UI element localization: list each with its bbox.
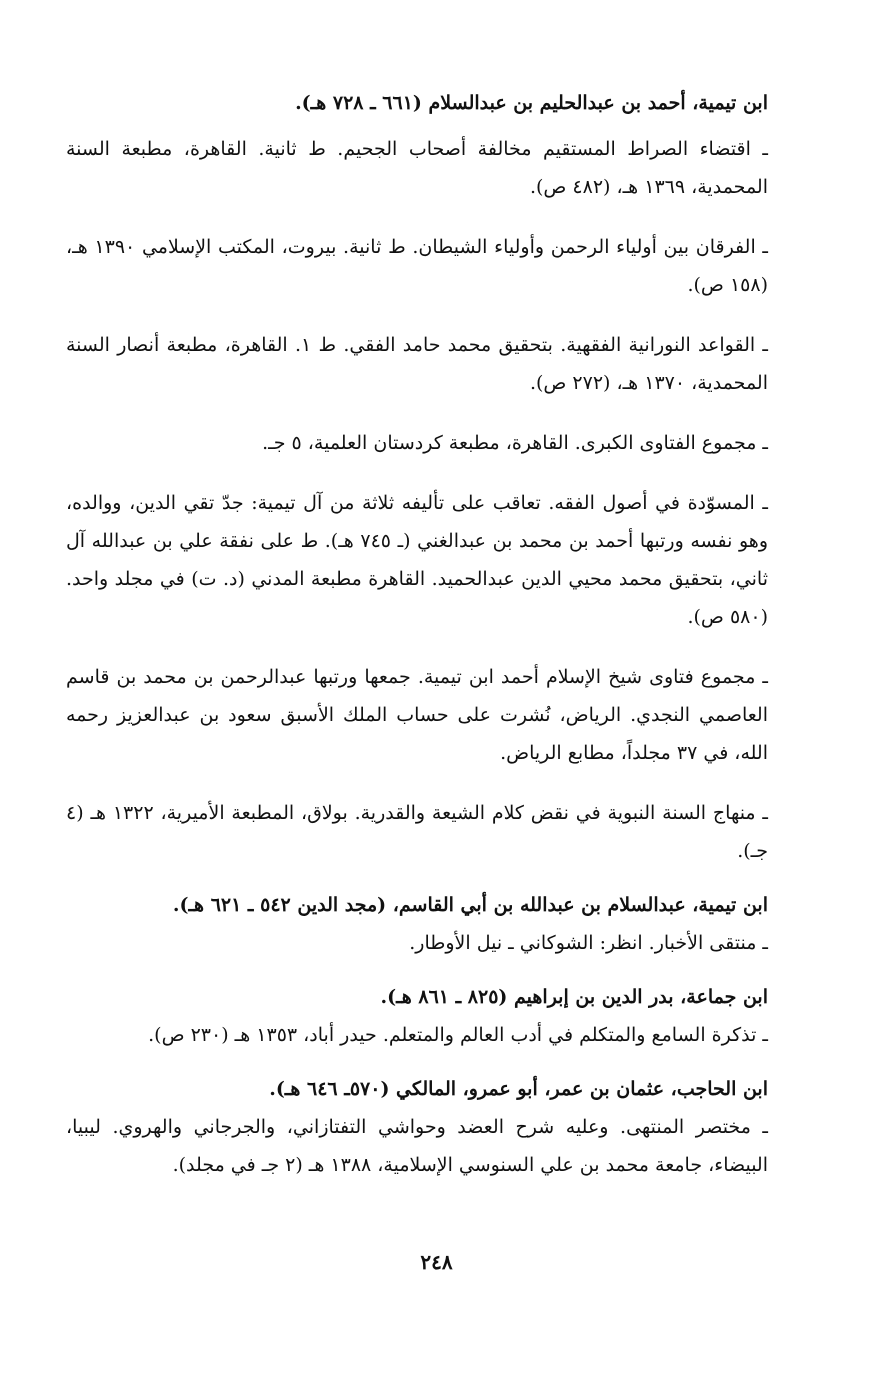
bibliography-entry: ـ الفرقان بين أولياء الرحمن وأولياء الشيطان. ط ثانية. بيروت، المكتب الإسلامي ١٣٩٠ هـ، (١٥٨ ص). — [66, 236, 768, 296]
author-heading-ibn-taymiyya-abdulsalam: ابن تيمية، عبدالسلام بن عبدالله بن أبي القاسم، (مجد الدين ٥٤٢ ـ ٦٢١ هـ). — [172, 894, 768, 916]
bibliography-entry: ـ مختصر المنتهى. وعليه شرح العضد وحواشي التفتازاني، والجرجاني والهروي. ليبيا، البيضاء، جامعة محمد بن علي السنوسي الإسلامية، ١٣٨٨ هـ (٢ جـ في مجلد). — [66, 1116, 768, 1176]
author-heading-ibn-taymiyya-ahmad: ابن تيمية، أحمد بن عبدالحليم بن عبدالسلام (٦٦١ ـ ٧٢٨ هـ). — [295, 92, 768, 114]
author-heading-ibn-jamaa: ابن جماعة، بدر الدين بن إبراهيم (٨٢٥ ـ ٨٦١ هـ). — [380, 986, 768, 1008]
page-number: ٢٤٨ — [420, 1250, 453, 1274]
bibliography-entry: ـ تذكرة السامع والمتكلم في أدب العالم والمتعلم. حيدر أباد، ١٣٥٣ هـ (٢٣٠ ص). — [148, 1024, 768, 1046]
bibliography-entry: ـ منتقى الأخبار. انظر: الشوكاني ـ نيل الأوطار. — [409, 932, 768, 954]
bibliography-entry: ـ المسوّدة في أصول الفقه. تعاقب على تأليفه ثلاثة من آل تيمية: جدّ تقي الدين، ووالده، وهو نفسه ورتبها أحمد بن محمد بن عبدالغني (ـ ٧٤٥ هـ). ط على نفقة علي بن عبدالله آل ثاني، بتحقيق محمد محيي الدين عبدالحميد. القاهرة مطبعة المدني (د. ت) في مجلد واحد. (٥٨٠ ص). — [66, 492, 769, 628]
bibliography-entry: ـ مجموع فتاوى شيخ الإسلام أحمد ابن تيمية. جمعها ورتبها عبدالرحمن بن محمد بن قاسم العاصمي النجدي. الرياض، نُشرت على حساب الملك الأسبق سعود بن عبدالعزيز رحمه الله، في ٣٧ مجلداً، مطابع الرياض. — [66, 666, 768, 764]
bibliography-entry: ـ اقتضاء الصراط المستقيم مخالفة أصحاب الجحيم. ط ثانية. القاهرة، مطبعة السنة المحمدية، ١٣٦٩ هـ، (٤٨٢ ص). — [66, 138, 768, 198]
bibliography-entry: ـ مجموع الفتاوى الكبرى. القاهرة، مطبعة كردستان العلمية، ٥ جـ. — [262, 432, 768, 454]
author-heading-ibn-al-hajib: ابن الحاجب، عثمان بن عمر، أبو عمرو، المالكي (٥٧٠ـ ٦٤٦ هـ). — [269, 1078, 768, 1100]
bibliography-entry: ـ القواعد النورانية الفقهية. بتحقيق محمد حامد الفقي. ط ١. القاهرة، مطبعة أنصار السنة المحمدية، ١٣٧٠ هـ، (٢٧٢ ص). — [66, 334, 768, 394]
bibliography-entry: ـ منهاج السنة النبوية في نقض كلام الشيعة والقدرية. بولاق، المطبعة الأميرية، ١٣٢٢ هـ (٤ جـ). — [66, 802, 768, 862]
bibliography-page — [66, 84, 768, 1184]
